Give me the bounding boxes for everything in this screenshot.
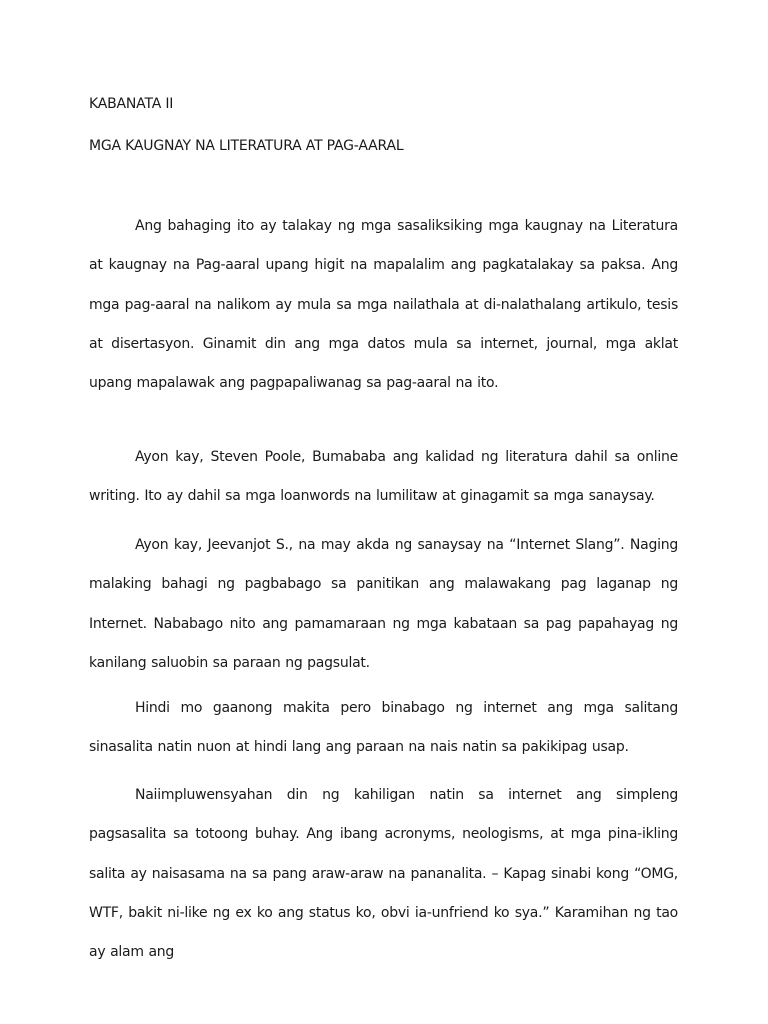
chapter-title: MGA KAUGNAY NA LITERATURA AT PAG-AARAL xyxy=(89,138,404,154)
paragraph-internet-change: Hindi mo gaanong makita pero binabago ng internet ang mga salitang sinasalita natin nuon at hindi lang ang paraan na nais natin sa pakikipag usap. xyxy=(89,700,678,756)
paragraph-influence: Naiimpluwensyahan din ng kahiligan natin sa internet ang simpleng pagsasalita sa totoong buhay. Ang ibang acronyms, neologisms, at mga pina-ikling salita ay naisasama na sa pang araw-araw na pananalita. – Kapag sinabi kong “OMG, WTF, bakit ni-like ng ex ko ang status ko, obvi ia-unfriend ko sya.” Karamihan ng tao ay alam ang xyxy=(89,787,678,961)
paragraph-steven-poole: Ayon kay, Steven Poole, Bumababa ang kalidad ng literatura dahil sa online writing. Ito ay dahil sa mga loanwords na lumilitaw at ginagamit sa mga sanaysay. xyxy=(89,449,678,505)
paragraph-jeevanjot: Ayon kay, Jeevanjot S., na may akda ng sanaysay na “Internet Slang”. Naging malaking bahagi ng pagbabago sa panitikan ang malawakang pag laganap ng Internet. Nababago nito ang pamamaraan ng mga kabataan sa pag papahayag ng kanilang saluobin sa paraan ng pagsulat. xyxy=(89,537,678,671)
paragraph-intro: Ang bahaging ito ay talakay ng mga sasaliksiking mga kaugnay na Literatura at kaugnay na Pag-aaral upang higit na mapalalim ang pagkatalakay sa paksa. Ang mga pag-aaral na nalikom ay mula sa mga nailathala at di-nalathalang artikulo, tesis at disertasyon. Ginamit din ang mga datos mula sa internet, journal, mga aklat upang mapalawak ang pagpapaliwanag sa pag-aaral na ito. xyxy=(89,218,678,392)
chapter-heading: KABANATA II xyxy=(89,96,174,112)
